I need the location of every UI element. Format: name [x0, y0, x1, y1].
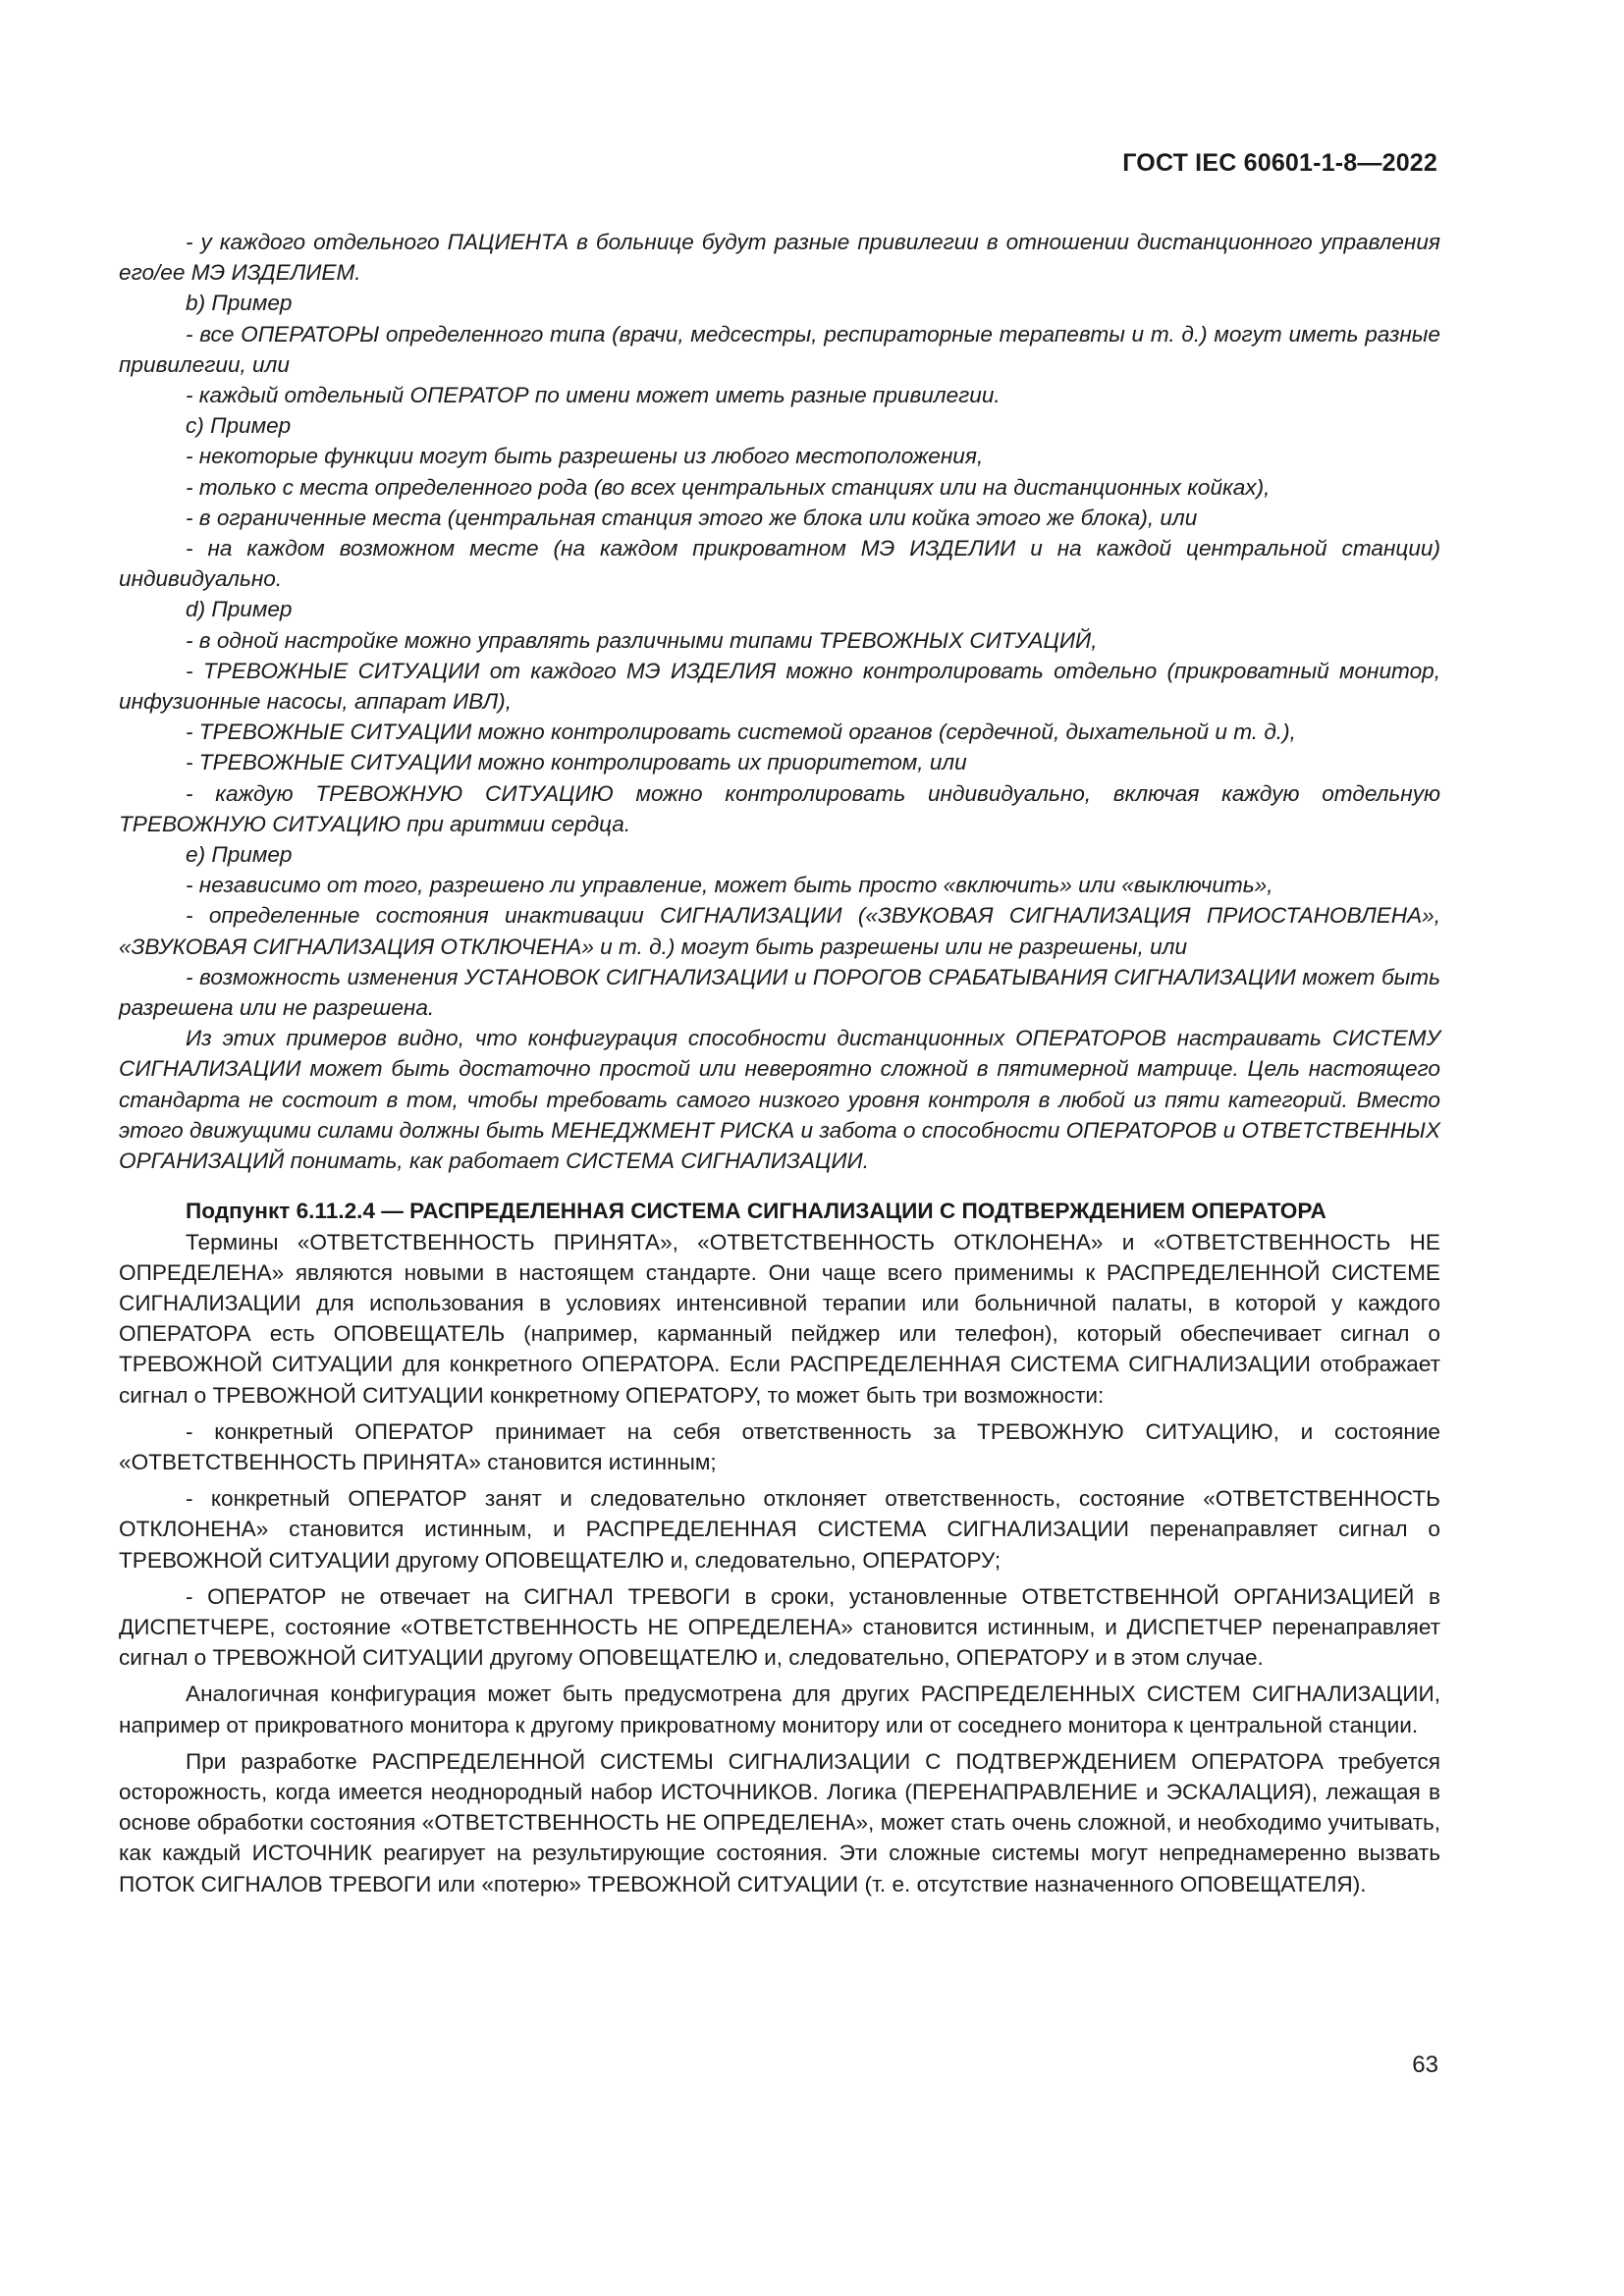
italic-paragraph: - каждую ТРЕВОЖНУЮ СИТУАЦИЮ можно контролировать индивидуально, включая каждую отдельную ТРЕВОЖНУЮ СИТУАЦИЮ при аритмии сердца. [119, 780, 1440, 836]
italic-summary-paragraph: Из этих примеров видно, что конфигурация способности дистанционных ОПЕРАТОРОВ настраивать СИСТЕМУ СИГНАЛИЗАЦИИ может быть достаточно простой или невероятно сложной в пятимерной матрице. Цель настоящего стандарта не состоит в том, чтобы требовать самого низкого уровня контроля в любой из пяти категорий. Вместо этого движущими силами должны быть МЕНЕДЖМЕНТ РИСКА и забота о способности ОПЕРАТОРОВ и ОТВЕТСТВЕННЫХ ОРГАНИЗАЦИЙ понимать, как работает СИСТЕМА СИГНАЛИЗАЦИИ. [119, 1026, 1440, 1174]
example-label: b) Пример [186, 291, 293, 316]
italic-paragraph: - только с места определенного рода (во всех центральных станциях или на дистанционных койках), [186, 474, 1271, 500]
body-paragraph: Аналогичная конфигурация может быть предусмотрена для других РАСПРЕДЕЛЕННЫХ СИСТЕМ СИГНАЛИЗАЦИИ, например от прикроватного монитора к другому прикроватному монитору или от соседнего монитора к центральной станции. [119, 1682, 1440, 1737]
italic-paragraph: - ТРЕВОЖНЫЕ СИТУАЦИИ можно контролировать их приоритетом, или [186, 750, 967, 775]
italic-paragraph: - некоторые функции могут быть разрешены из любого местоположения, [186, 444, 984, 469]
italic-paragraph: - в ограниченные места (центральная станция этого же блока или койка этого же блока), или [186, 505, 1198, 530]
italic-paragraph: - ТРЕВОЖНЫЕ СИТУАЦИИ можно контролировать системой органов (сердечной, дыхательной и т. д.), [186, 720, 1296, 745]
italic-paragraph: - на каждом возможном месте (на каждом прикроватном МЭ ИЗДЕЛИИ и на каждой центральной станции) индивидуально. [119, 536, 1440, 592]
italic-paragraph: - ТРЕВОЖНЫЕ СИТУАЦИИ от каждого МЭ ИЗДЕЛИЯ можно контролировать отдельно (прикроватный монитор, инфузионные насосы, аппарат ИВЛ), [119, 658, 1440, 715]
italic-paragraph: - определенные состояния инактивации СИГНАЛИЗАЦИИ («ЗВУКОВАЯ СИГНАЛИЗАЦИЯ ПРИОСТАНОВЛЕНА», «ЗВУКОВАЯ СИГНАЛИЗАЦИЯ ОТКЛЮЧЕНА» и т. д.) могут быть разрешены или не разрешены, или [119, 903, 1440, 959]
example-label: e) Пример [186, 842, 293, 868]
example-label: c) Пример [186, 413, 292, 439]
document-number-header: ГОСТ IEC 60601-1-8—2022 [1122, 149, 1437, 177]
example-label: d) Пример [186, 597, 293, 622]
body-paragraph: Термины «ОТВЕТСТВЕННОСТЬ ПРИНЯТА», «ОТВЕТСТВЕННОСТЬ ОТКЛОНЕНА» и «ОТВЕТСТВЕННОСТЬ НЕ ОПРЕДЕЛЕНА» являются новыми в настоящем стандарте. Они чаще всего применимы к РАСПРЕДЕЛЕННОЙ СИСТЕМЕ СИГНАЛИЗАЦИИ для использования в условиях интенсивной терапии или больничной палаты, в которой у каждого ОПЕРАТОРА есть ОПОВЕЩАТЕЛЬ (например, карманный пейджер или телефон), который обеспечивает сигнал о ТРЕВОЖНОЙ СИТУАЦИИ для конкретного ОПЕРАТОРА. Если РАСПРЕДЕЛЕННАЯ СИСТЕМА СИГНАЛИЗАЦИИ отображает сигнал о ТРЕВОЖНОЙ СИТУАЦИИ конкретному ОПЕРАТОРУ, то может быть три возможности: [119, 1229, 1440, 1408]
italic-paragraph: - возможность изменения УСТАНОВОК СИГНАЛИЗАЦИИ и ПОРОГОВ СРАБАТЫВАНИЯ СИГНАЛИЗАЦИИ может быть разрешена или не разрешена. [119, 964, 1440, 1021]
subclause-heading: Подпункт 6.11.2.4 — РАСПРЕДЕЛЕННАЯ СИСТЕМА СИГНАЛИЗАЦИИ С ПОДТВЕРЖДЕНИЕМ ОПЕРАТОРА [186, 1199, 1326, 1224]
italic-paragraph: - у каждого отдельного ПАЦИЕНТА в больнице будут разные привилегии в отношении дистанционного управления его/ее МЭ ИЗДЕЛИЕМ. [119, 230, 1440, 286]
italic-paragraph: - каждый отдельный ОПЕРАТОР по имени может иметь разные привилегии. [186, 383, 1001, 408]
page-number: 63 [1412, 2052, 1438, 2078]
italic-paragraph: - все ОПЕРАТОРЫ определенного типа (врачи, медсестры, респираторные терапевты и т. д.) могут иметь разные привилегии, или [119, 321, 1440, 377]
body-paragraph: При разработке РАСПРЕДЕЛЕННОЙ СИСТЕМЫ СИГНАЛИЗАЦИИ С ПОДТВЕРЖДЕНИЕМ ОПЕРАТОРА требуется осторожность, когда имеется неоднородный набор ИСТОЧНИКОВ. Логика (ПЕРЕНАПРАВЛЕНИЕ и ЭСКАЛАЦИЯ), лежащая в основе обработки состояния «ОТВЕТСТВЕННОСТЬ НЕ ОПРЕДЕЛЕНА», может стать очень сложной, и необходимо учитывать, как каждый ИСТОЧНИК реагирует на результирующие состояния. Эти сложные системы могут непреднамеренно вызвать ПОТОК СИГНАЛОВ ТРЕВОГИ или «потерю» ТРЕВОЖНОЙ СИТУАЦИИ (т. е. отсутствие назначенного ОПОВЕЩАТЕЛЯ). [119, 1748, 1440, 1896]
body-paragraph: - конкретный ОПЕРАТОР принимает на себя ответственность за ТРЕВОЖНУЮ СИТУАЦИЮ, и состояние «ОТВЕТСТВЕННОСТЬ ПРИНЯТА» становится истинным; [119, 1418, 1440, 1474]
page-body [119, 227, 1440, 1899]
italic-paragraph: - в одной настройке можно управлять различными типами ТРЕВОЖНЫХ СИТУАЦИЙ, [186, 627, 1098, 653]
body-paragraph: - конкретный ОПЕРАТОР занят и следовательно отклоняет ответственность, состояние «ОТВЕТСТВЕННОСТЬ ОТКЛОНЕНА» становится истинным, и РАСПРЕДЕЛЕННАЯ СИСТЕМА СИГНАЛИЗАЦИИ перенаправляет сигнал о ТРЕВОЖНОЙ СИТУАЦИИ другому ОПОВЕЩАТЕЛЮ и, следовательно, ОПЕРАТОРУ; [119, 1486, 1440, 1573]
italic-paragraph: - независимо от того, разрешено ли управление, может быть просто «включить» или «выключить», [186, 873, 1273, 898]
body-paragraph: - ОПЕРАТОР не отвечает на СИГНАЛ ТРЕВОГИ в сроки, установленные ОТВЕТСТВЕННОЙ ОРГАНИЗАЦИЕЙ в ДИСПЕТЧЕРЕ, состояние «ОТВЕТСТВЕННОСТЬ НЕ ОПРЕДЕЛЕНА» становится истинным, и ДИСПЕТЧЕР перенаправляет сигнал о ТРЕВОЖНОЙ СИТУАЦИИ другому ОПОВЕЩАТЕЛЮ и, следовательно, ОПЕРАТОРУ и в этом случае. [119, 1583, 1440, 1671]
